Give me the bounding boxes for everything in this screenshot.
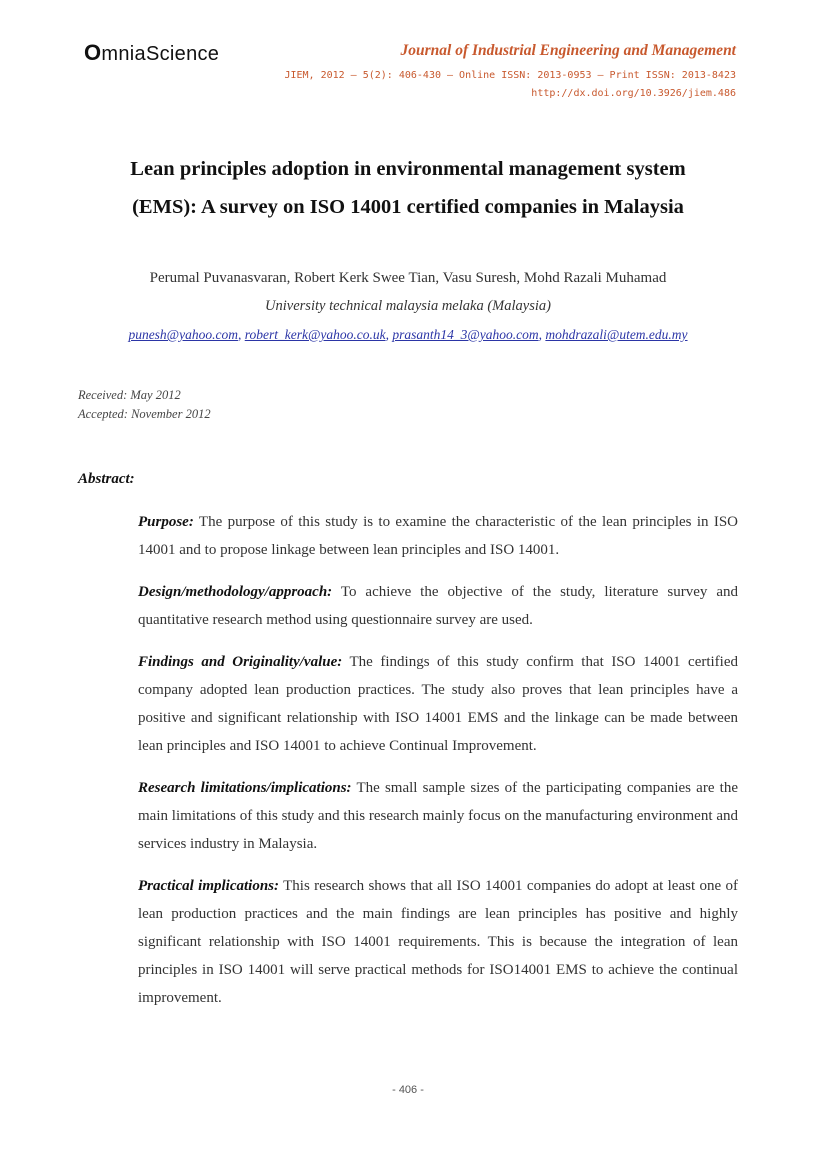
section-label: Findings and Originality/value: xyxy=(138,654,343,670)
citation-line: JIEM, 2012 – 5(2): 406-430 – Online ISSN: 2013-0953 – Print ISSN: 2013-8423 xyxy=(284,70,736,81)
title-line-2: (EMS): A survey on ISO 14001 certified companies in Malaysia xyxy=(132,196,684,218)
abstract-findings xyxy=(138,648,738,760)
publisher-logo-mark: O xyxy=(84,40,102,65)
section-text: To achieve the objective of the study, literature survey and quantitative research method using questionnaire survey are used. xyxy=(138,584,738,628)
email-link[interactable]: mohdrazali@utem.edu.my xyxy=(545,327,688,342)
email-link[interactable]: punesh@yahoo.com xyxy=(128,327,238,342)
article-title xyxy=(60,150,756,226)
affiliation: University technical malaysia melaka (Malaysia) xyxy=(265,298,551,314)
abstract-practical xyxy=(138,872,738,1012)
authors: Perumal Puvanasvaran, Robert Kerk Swee Tian, Vasu Suresh, Mohd Razali Muhamad xyxy=(149,270,667,286)
email-link[interactable]: robert_kerk@yahoo.co.uk xyxy=(244,327,386,342)
section-label: Purpose: xyxy=(138,514,194,530)
section-label: Practical implications: xyxy=(138,878,280,894)
article-dates xyxy=(78,386,211,424)
email-link[interactable]: prasanth14_3@yahoo.com xyxy=(392,327,539,342)
section-text: This research shows that all ISO 14001 companies do adopt at least one of lean production practices and the main findings are lean principles has positive and highly significant relationship with ISO 14001 requirements. This is because the integration of lean principles in ISO 14001 will serve practical methods for ISO14001 EMS to achieve the continual improvement. xyxy=(138,878,738,1006)
abstract-body xyxy=(138,508,738,1026)
publisher-logo xyxy=(84,40,219,66)
publisher-name: mniaScience xyxy=(101,43,220,65)
title-line-1: Lean principles adoption in environmental management system xyxy=(130,158,686,180)
section-label: Design/methodology/approach: xyxy=(138,584,333,600)
abstract-design xyxy=(138,578,738,634)
section-text: The purpose of this study is to examine the characteristic of the lean principles in ISO 14001 and to propose linkage between lean principles and ISO 14001. xyxy=(138,514,738,558)
doi-link[interactable]: http://dx.doi.org/10.3926/jiem.486 xyxy=(531,88,736,99)
abstract-purpose xyxy=(138,508,738,564)
journal-name: Journal of Industrial Engineering and Management xyxy=(400,42,736,59)
received-date: Received: May 2012 xyxy=(78,388,181,402)
page-number: - 406 - xyxy=(392,1084,424,1096)
section-text: The findings of this study confirm that ISO 14001 certified company adopted lean production practices. The study also proves that lean principles have a positive and significant relationship with ISO 14001 EMS and the linkage can be made between lean principles and ISO 14001 to achieve Continual Improvement. xyxy=(138,654,738,754)
accepted-date: Accepted: November 2012 xyxy=(78,407,211,421)
abstract-heading: Abstract: xyxy=(78,471,135,487)
section-label: Research limitations/implications: xyxy=(138,780,352,796)
author-emails: punesh@yahoo.com, robert_kerk@yahoo.co.uk, prasanth14_3@yahoo.com, mohdrazali@utem.edu.my xyxy=(128,327,688,342)
abstract-limitations xyxy=(138,774,738,858)
section-text: The small sample sizes of the participating companies are the main limitations of this study and this research mainly focus on the manufacturing environment and services industry in Malaysia. xyxy=(138,780,739,852)
